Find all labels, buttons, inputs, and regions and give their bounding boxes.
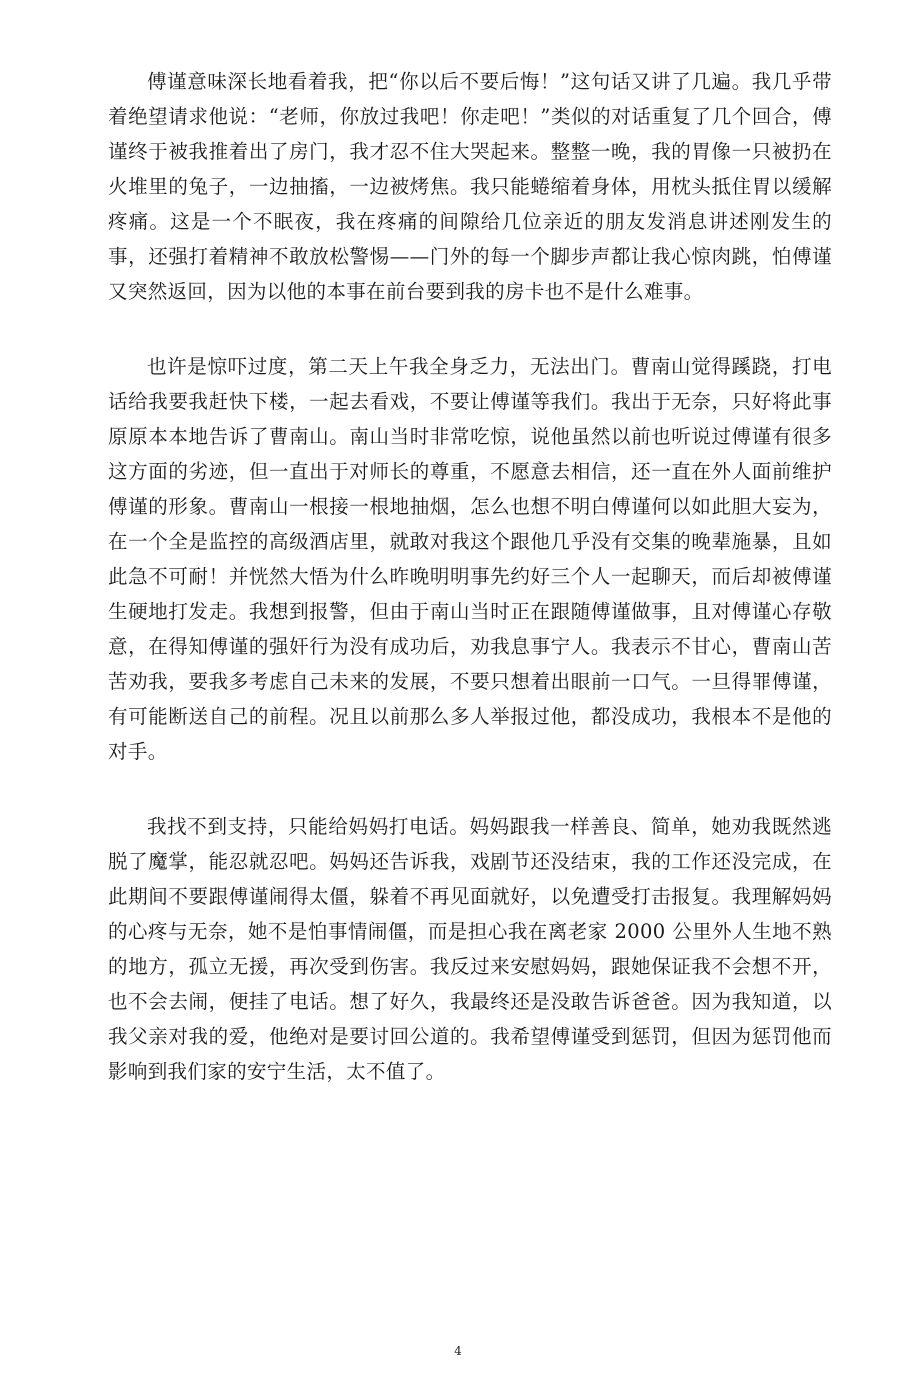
paragraph-2: 也许是惊吓过度，第二天上午我全身乏力，无法出门。曹南山觉得蹊跷，打电话给我要我赶快下楼，一起去看戏，不要让傅谨等我们。我出于无奈，只好将此事原原本本地告诉了曹南山。南山当时非常吃惊，说他虽然以前也听说过傅谨有很多这方面的劣迹，但一直出于对师长的尊重，不愿意去相信，还一直在外人面前维护傅谨的形象。曹南山一根接一根地抽烟，怎么也想不明白傅谨何以如此胆大妄为，在一个全是监控的高级酒店里，就敢对我这个跟他几乎没有交集的晚辈施暴，且如此急不可耐！并恍然大悟为什么昨晚明明事先约好三个人一起聊天，而后却被傅谨生硬地打发走。我想到报警，但由于南山当时正在跟随傅谨做事，且对傅谨心存敬意，在得知傅谨的强奸行为没有成功后，劝我息事宁人。我表示不甘心，曹南山苦苦劝我，要我多考虑自己未来的发展，不要只想着出眼前一口气。一旦得罪傅谨，有可能断送自己的前程。况且以前那么多人举报过他，都没成功，我根本不是他的对手。 <box>108 355 832 763</box>
paragraph-3: 我找不到支持，只能给妈妈打电话。妈妈跟我一样善良、简单，她劝我既然逃脱了魔掌，能忍就忍吧。妈妈还告诉我，戏剧节还没结束，我的工作还没完成，在此期间不要跟傅谨闹得太僵，躲着不再见面就好，以免遭受打击报复。我理解妈妈的心疼与无奈，她不是怕事情闹僵，而是担心我在离老家 2000 公里外人生地不熟的地方，孤立无援，再次受到伤害。我反过来安慰妈妈，跟她保证我不会想不开，也不会去闹，便挂了电话。想了好久，我最终还是没敢告诉爸爸。因为我知道，以我父亲对我的爱，他绝对是要讨回公道的。我希望傅谨受到惩罚，但因为惩罚他而影响到我们家的安宁生活，太不值了。 <box>108 815 832 1083</box>
page-number: 4 <box>454 1344 462 1358</box>
document-body <box>108 64 832 1089</box>
paragraph-1: 傅谨意味深长地看着我，把“你以后不要后悔！”这句话又讲了几遍。我几乎带着绝望请求他说：“老师，你放过我吧！你走吧！”类似的对话重复了几个回合，傅谨终于被我推着出了房门，我才忍不住大哭起来。整整一晚，我的胃像一只被扔在火堆里的兔子，一边抽搐，一边被烤焦。我只能蜷缩着身体，用枕头抵住胃以缓解疼痛。这是一个不眠夜，我在疼痛的间隙给几位亲近的朋友发消息讲述刚发生的事，还强打着精神不敢放松警惕——门外的每一个脚步声都让我心惊肉跳，怕傅谨又突然返回，因为以他的本事在前台要到我的房卡也不是什么难事。 <box>108 70 832 303</box>
